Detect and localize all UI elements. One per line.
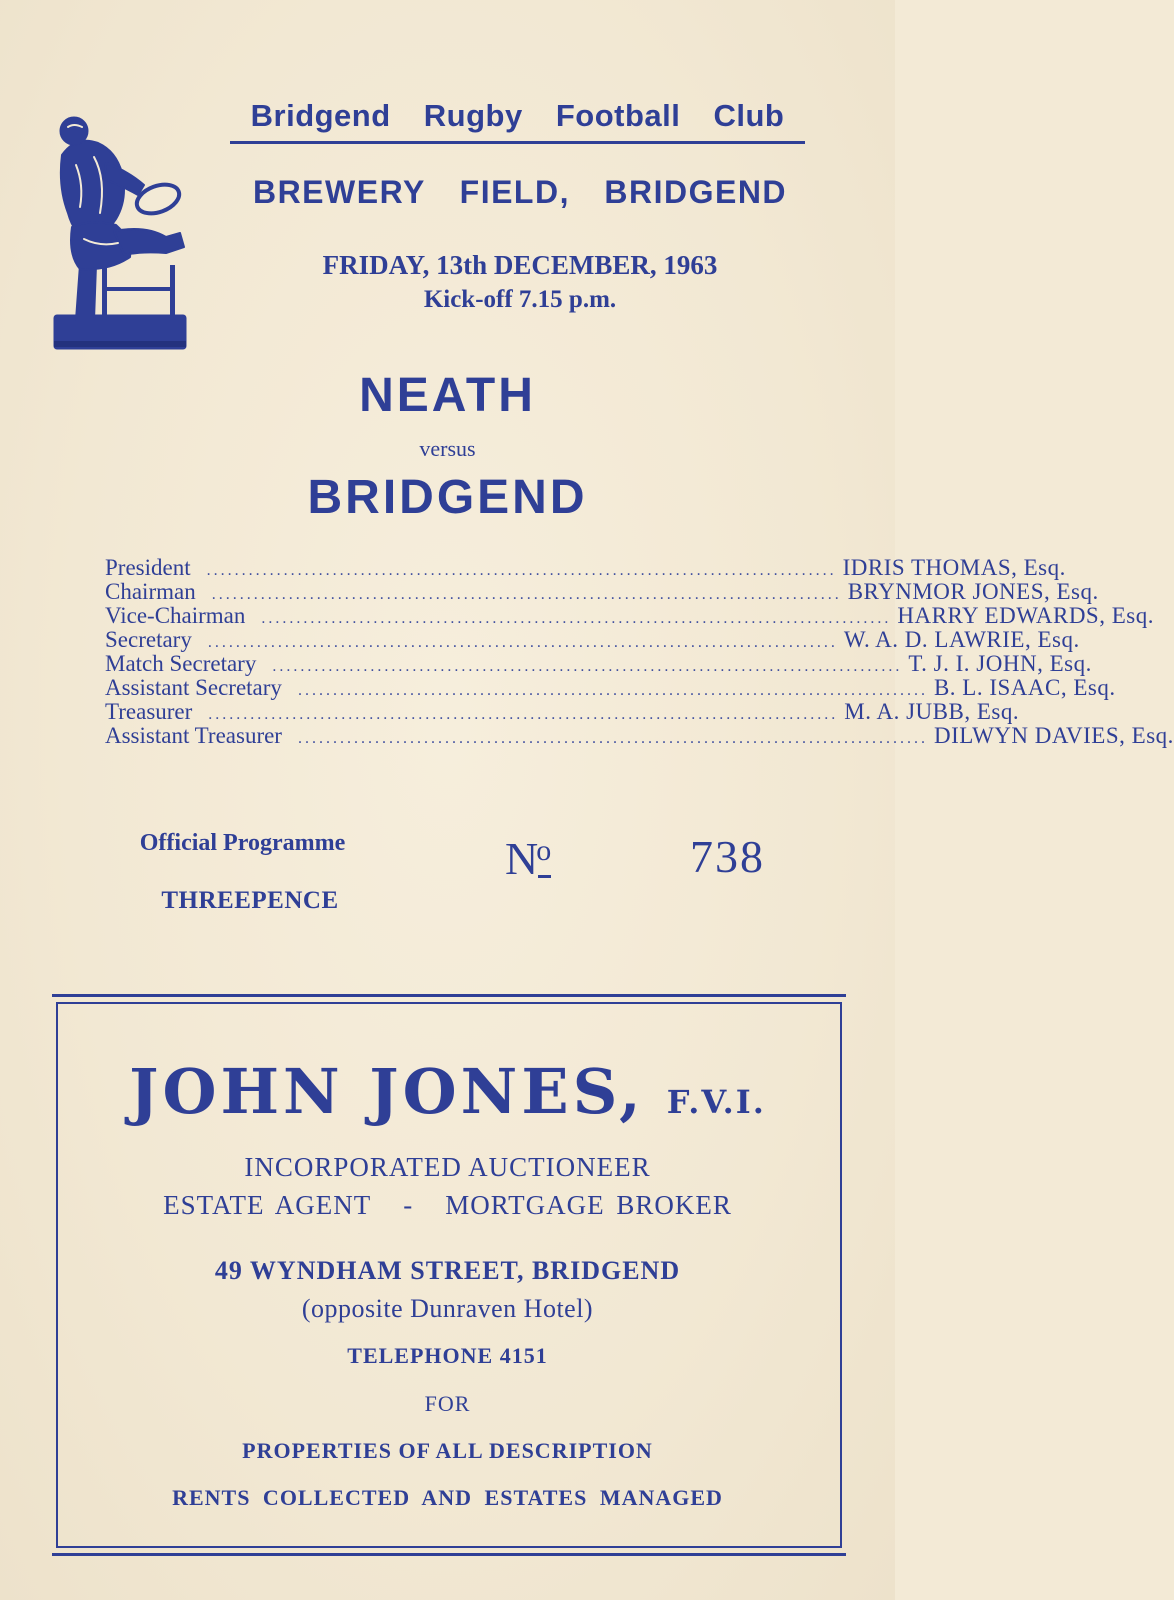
official-role: President [105, 555, 191, 580]
kickoff-time: Kick-off 7.15 p.m. [423, 286, 617, 313]
rugby-player-logo [50, 115, 192, 360]
dot-leader: .......................................................................................... [206, 562, 837, 579]
programme-number: 738 [690, 831, 765, 882]
programme-label: Official Programme [139, 830, 346, 856]
official-name: HARRY EDWARDS, Esq. [897, 603, 1154, 628]
dot-leader: .......................................................................................... [211, 586, 842, 603]
logo-head [60, 117, 88, 145]
official-role: Match Secretary [105, 651, 257, 676]
advert-role-separator: - [403, 1190, 414, 1220]
advert-service-2: RENTS COLLECTED AND ESTATES MANAGED [172, 1485, 723, 1510]
official-role: Chairman [105, 579, 196, 604]
official-role: Treasurer [105, 699, 193, 724]
advert-name: JOHN JONES, [129, 1055, 645, 1128]
advert-location: (opposite Dunraven Hotel) [301, 1294, 594, 1323]
official-row [105, 675, 1116, 700]
official-name: DILWYN DAVIES, Esq. [933, 723, 1174, 748]
logo-leg-kicking [114, 229, 184, 255]
advert-role-mortgage-broker: MORTGAGE BROKER [445, 1190, 732, 1220]
dot-leader: .......................................................................................... [208, 706, 839, 723]
advert-address: 49 WYNDHAM STREET, BRIDGEND [214, 1256, 681, 1285]
official-row [105, 555, 1066, 580]
advert-for: FOR [424, 1391, 471, 1416]
club-officials-list [105, 555, 1174, 748]
logo-crossbar [102, 287, 175, 291]
dot-leader: .......................................................................................... [297, 730, 928, 747]
official-row [105, 723, 1174, 748]
away-team: BRIDGEND [307, 471, 588, 524]
ground-name: BREWERY FIELD, BRIDGEND [252, 174, 788, 210]
advert-service-1: PROPERTIES OF ALL DESCRIPTION [242, 1438, 653, 1463]
advert-name-line [0, 1055, 895, 1128]
official-name: W. A. D. LAWRIE, Esq. [843, 627, 1080, 652]
programme-price: THREEPENCE [161, 887, 339, 914]
club-name: Bridgend Rugby Football Club [250, 98, 785, 133]
advert-telephone: TELEPHONE 4151 [347, 1343, 548, 1368]
official-role: Vice-Chairman [105, 603, 246, 628]
advert-role-estate-agent: ESTATE AGENT [163, 1190, 372, 1220]
number-sign-n: N [505, 833, 539, 884]
official-row [105, 603, 1154, 628]
official-row [105, 699, 1020, 724]
home-team: NEATH [359, 369, 536, 422]
dot-leader: .......................................................................................... [272, 658, 903, 675]
official-row [105, 579, 1099, 604]
official-name: BRYNMOR JONES, Esq. [847, 579, 1099, 604]
number-sign-o: o [536, 834, 552, 867]
dot-leader: .......................................................................................... [207, 634, 838, 651]
versus-label: versus [419, 436, 476, 461]
club-name-underline [230, 141, 805, 144]
official-role: Assistant Secretary [105, 675, 282, 700]
advert-qualifications: F.V.I. [666, 1083, 766, 1121]
official-name: M. A. JUBB, Esq. [844, 699, 1020, 724]
official-role: Assistant Treasurer [105, 723, 282, 748]
official-row [105, 651, 1092, 676]
advert-role-line-1: INCORPORATED AUCTIONEER [244, 1152, 651, 1182]
dot-leader: .......................................................................................... [297, 682, 928, 699]
dot-leader: .......................................................................................... [261, 610, 892, 627]
number-sign [505, 832, 551, 885]
match-date: FRIDAY, 13th DECEMBER, 1963 [322, 250, 718, 280]
official-role: Secretary [105, 627, 192, 652]
official-name: B. L. ISAAC, Esq. [933, 675, 1116, 700]
official-row [105, 627, 1080, 652]
official-name: IDRIS THOMAS, Esq. [842, 555, 1066, 580]
advert-role-line-2 [0, 1190, 895, 1221]
official-name: T. J. I. JOHN, Esq. [908, 651, 1092, 676]
logo-leg-standing [76, 265, 96, 320]
